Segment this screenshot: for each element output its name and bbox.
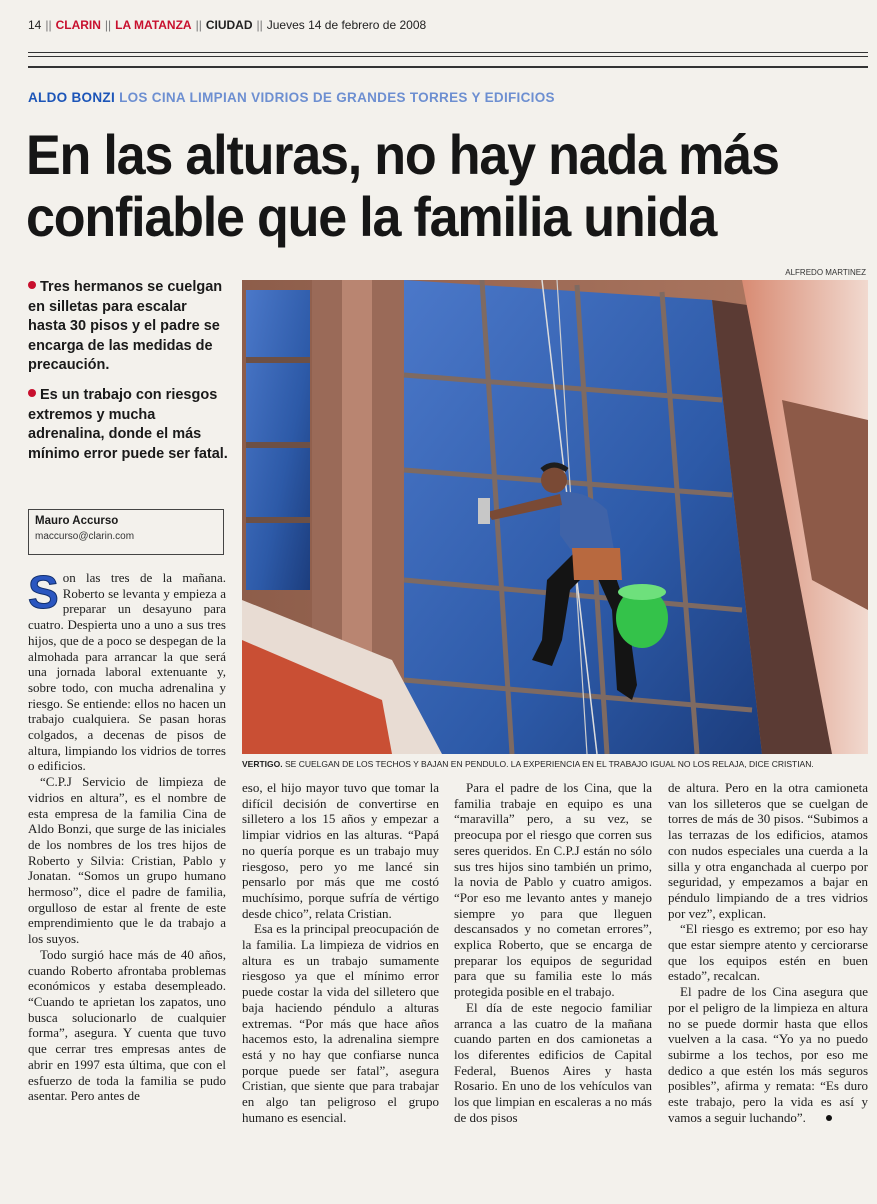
headline-line: En las alturas, no hay nada más <box>26 123 779 186</box>
folio-line <box>28 18 868 32</box>
folio-separator: || <box>45 18 52 32</box>
article-column-3 <box>454 780 652 1125</box>
kicker <box>28 90 868 105</box>
kicker-text: LOS CINA LIMPIAN VIDRIOS DE GRANDES TORRES Y EDIFICIOS <box>119 90 555 105</box>
paragraph-text: El padre de los Cina asegura que por el peligro de la limpieza en altura no se puede dormir hasta que ellos vuelven a la casa. “Yo ya no puedo subirme a los techos, por eso me dedico a que estén los más seguros posibles”, afirma y remata: “Es duro este trabajo, pero la vida es así y vamos a seguir luchando”. <box>668 984 868 1125</box>
photo-caption <box>242 759 868 769</box>
caption-text: SE CUELGAN DE LOS TECHOS Y BAJAN EN PENDULO. LA EXPERIENCIA EN EL TRABAJO IGUAL NO LOS RELAJA, DICE CRISTIAN. <box>285 759 814 769</box>
summary-bullet <box>28 386 228 464</box>
author-email: maccurso@clarin.com <box>35 531 135 542</box>
subsection-name: CIUDAD <box>205 18 253 32</box>
article-paragraph: “El riesgo es extremo; por eso hay que estar siempre atento y cerciorarse que los equipos estén en buen estado”, recalcan. <box>668 921 868 984</box>
article-paragraph: Todo surgió hace más de 40 años, cuando Roberto afrontaba problemas económicos y estaba desempleado. “Cuando te aprietan los zapatos, uno busca solucionarlo de cualquier forma”, asegura. Y cuenta que tuvo que cerrar tres empresas antes de abrir en 1997 esta última, que con el esfuerzo de toda la familia se pudo asentar. Pero antes de <box>28 946 226 1104</box>
bullet-dot-icon <box>28 281 36 289</box>
article-column-4 <box>668 780 868 1125</box>
summary-bullet-text: Tres hermanos se cuelgan en silletas para escalar hasta 30 pisos y el padre se encarga de las medidas de precaución. <box>28 279 223 374</box>
folio-separator: || <box>256 18 263 32</box>
summary-bullet-text: Es un trabajo con riesgos extremos y mucha adrenalina, donde el más mínimo error puede ser fatal. <box>28 386 228 462</box>
photo-window-cleaner <box>242 280 868 754</box>
photo-illustration <box>242 280 868 754</box>
article-paragraph: “C.P.J Servicio de limpieza de vidrios en altura”, es el nombre de esta empresa de la familia Cina de Aldo Bonzi, que surge de las iniciales de los nombres de los tres hijos de Roberto y Silvia: Cristian, Pablo y Jonatan. “Somos un grupo humano hermoso”, dice el padre de familia, orgulloso de estar al frente de este emprendimiento que le da trabajo a los suyos. <box>28 774 226 947</box>
author-name: Mauro Accurso <box>35 515 119 527</box>
brand-name: CLARIN <box>55 18 101 32</box>
bullet-dot-icon <box>28 389 36 397</box>
paragraph-text: on las tres de la mañana. Roberto se levanta y empieza a preparar un desayuno para cuatro. Despierta uno a uno a sus tres hijos, que de a poco se despegan de la almohada para arrancar la que será una jornada laboral extenuante y, sobre todo, con mucha adrenalina y riesgo. Se entiende: ellos no hacen un trabajo cualquiera. Se pasan horas colgados, a decenas de pisos de altura, limpiando los vidrios de torres o edificios. <box>28 570 226 774</box>
header-rule <box>28 56 868 57</box>
article-paragraph: El día de este negocio familiar arranca a las cuatro de la mañana cuando parten en dos camionetas a los diferentes edificios de Capital Federal, Buenos Aires y hasta Rosario. En uno de los vehículos van los que limpian en escaleras a no más de dos pisos <box>454 999 652 1125</box>
summary-bullet <box>28 278 228 376</box>
photo-credit: ALFREDO MARTINEZ <box>785 268 866 277</box>
header-rule <box>28 52 868 53</box>
article-paragraph: eso, el hijo mayor tuvo que tomar la difícil decisión de convertirse en silletero a los 15 años y empezar a limpiar vidrios en las alturas. “Papá no quería porque es un trabajo muy riesgoso, pero yo me lancé sin pensarlo por más que me costó muchísimo, porque sufría de vértigo desde chico”, relata Cristian. <box>242 780 439 921</box>
article-paragraph <box>668 984 868 1125</box>
article-paragraph <box>28 566 226 774</box>
caption-lead: VERTIGO. <box>242 759 283 769</box>
article-paragraph: Para el padre de los Cina, que la familia trabaje en equipo es una “maravilla” pero, a su vez, se preocupa por el riesgo que corren sus seres queridos. En C.P.J están no sólo sus tres hijos sino también un primo, la novia de Pablo y cuatro amigos. “Por eso me levanto antes y manejo siempre yo para que lleguen descansados y no cometan errores”, explica Roberto, que se encarga de preparar los equipos de seguridad para que su familia este lo más protegida posible en el trabajo. <box>454 780 652 1000</box>
article-column-1 <box>28 566 226 1104</box>
page-number: 14 <box>28 18 42 32</box>
article-paragraph: Esa es la principal preocupación de la familia. La limpieza de vidrios en altura es un trabajo sumamente riesgoso ya que el mínimo error puede costar la vida del silletero que baja haciendo péndulo a alturas extremas. “Por más que hace años hacemos esto, la adrenalina siempre está y no hay que confiarse nunca porque puede ser fatal”, asegura Cristian, que siente que para trabajar en algo tan peligroso el grupo humano es esencial. <box>242 921 439 1125</box>
summary-bullets <box>28 278 228 474</box>
issue-date: Jueves 14 de febrero de 2008 <box>266 18 427 32</box>
headline <box>26 124 815 248</box>
folio-separator: || <box>195 18 202 32</box>
header-rule <box>28 66 868 68</box>
folio-separator: || <box>104 18 112 32</box>
author-box <box>28 509 224 555</box>
drop-cap: S <box>28 566 59 618</box>
article-column-2 <box>242 780 439 1125</box>
headline-line: confiable que la familia unida <box>26 185 717 248</box>
article-paragraph: de altura. Pero en la otra camioneta van los silleteros que se cuelgan de torres de más de 30 pisos. “Subimos a las terrazas de los edificios, atamos con nudos especiales una cuerda a la silla y otra enganchada al cuerpo por seguridad, y empezamos a bajar en péndulo limpiando de a tres vidrios por vez”, explican. <box>668 780 868 921</box>
end-mark-icon <box>826 1115 832 1121</box>
kicker-place: ALDO BONZI <box>28 90 115 105</box>
section-name: LA MATANZA <box>115 18 192 32</box>
